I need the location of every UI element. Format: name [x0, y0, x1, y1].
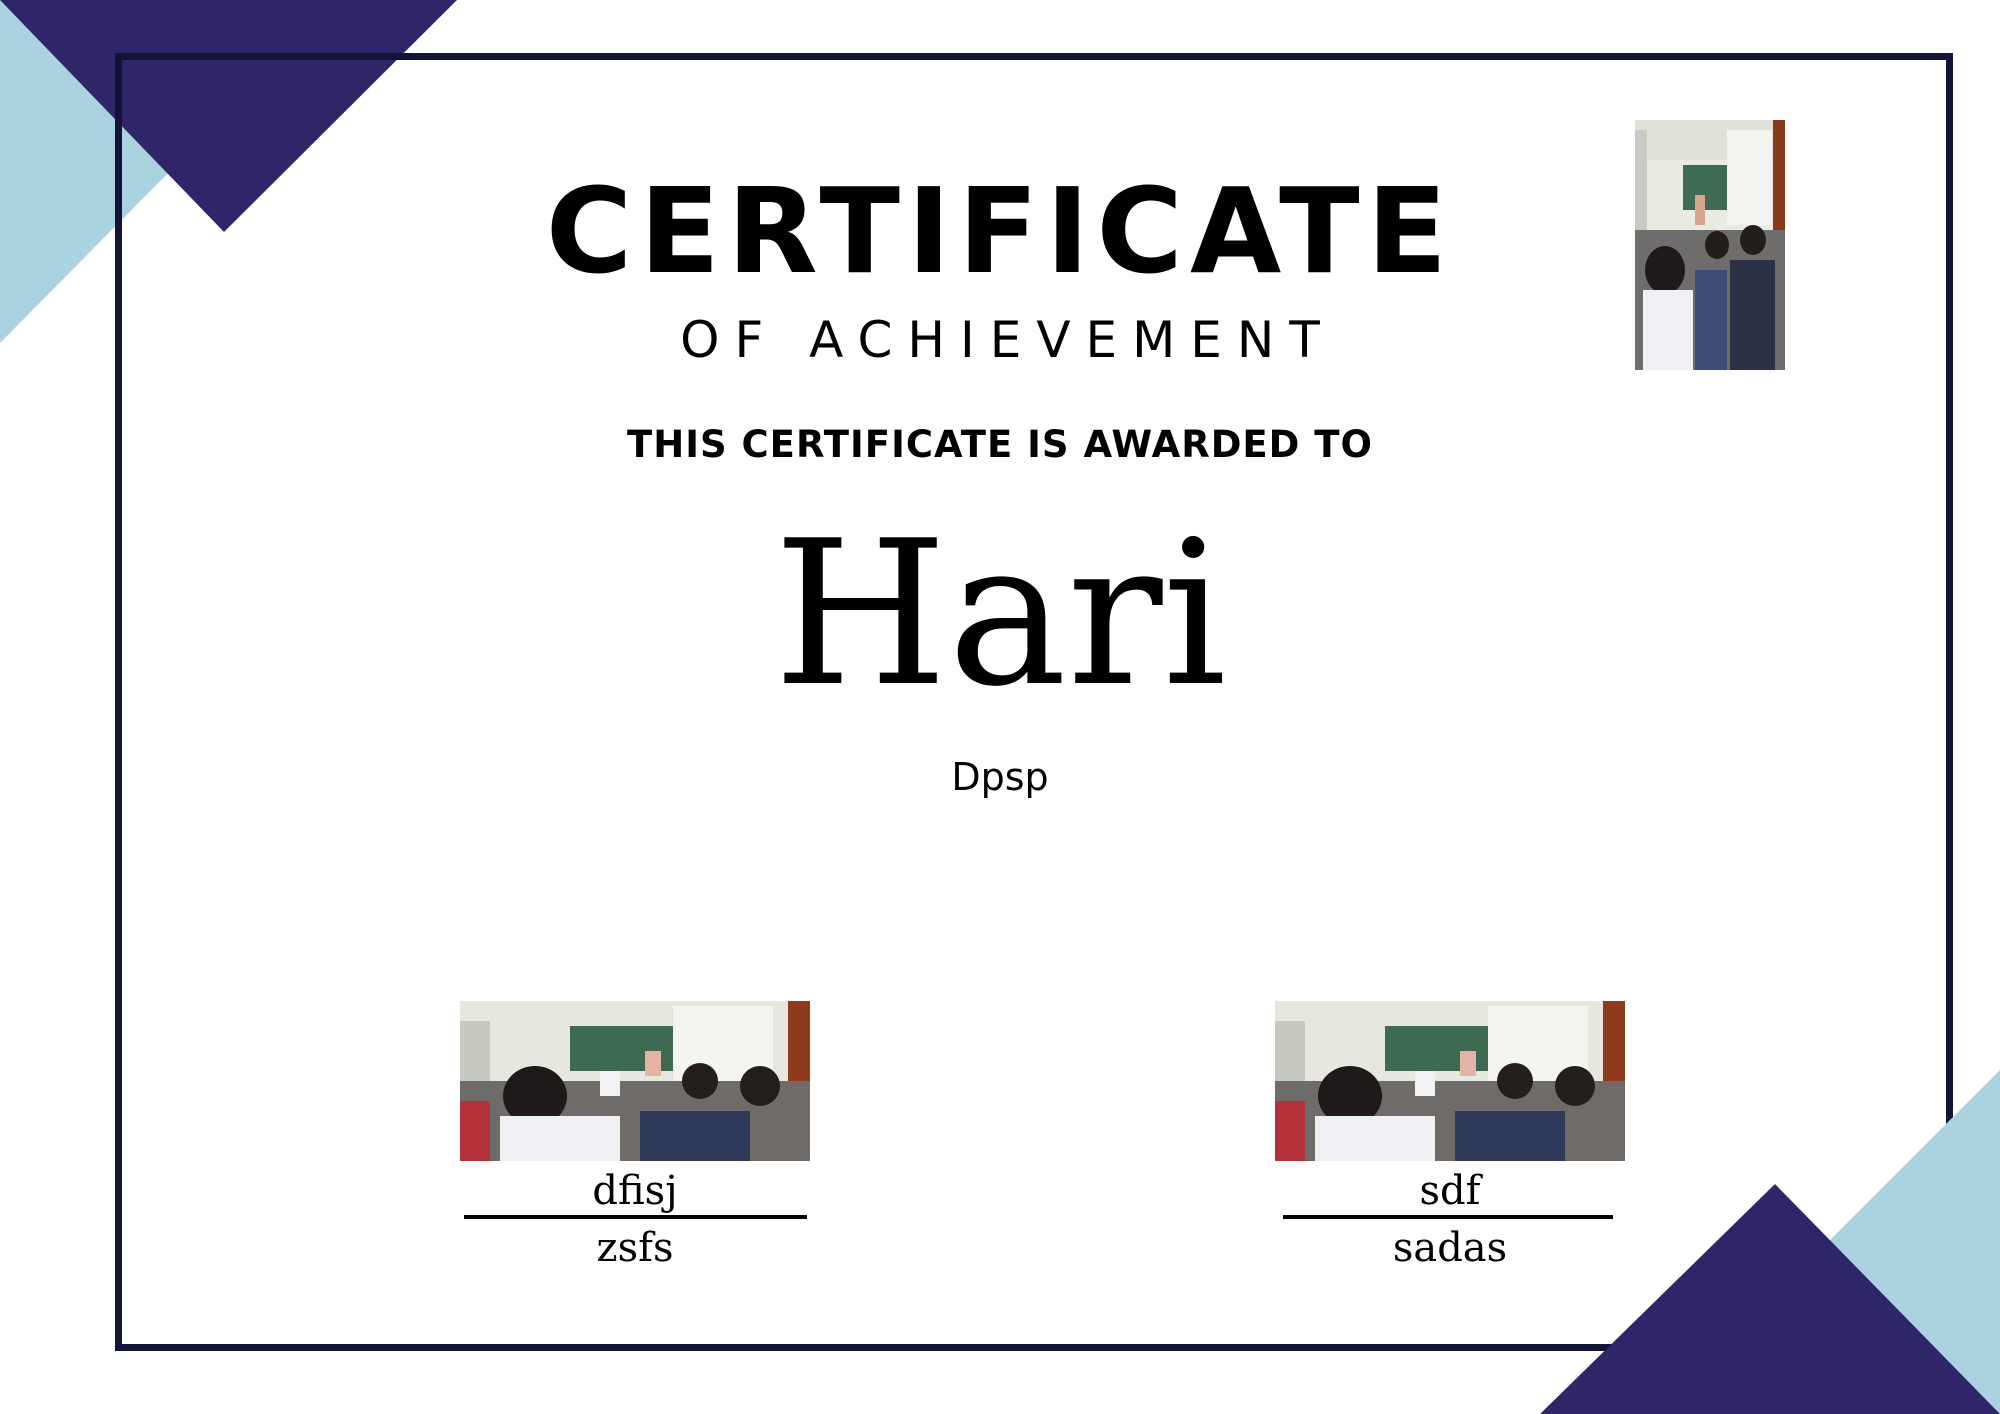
signatory-designation-left: zsfs [596, 1225, 674, 1271]
signature-photo-right [1275, 1001, 1625, 1161]
signature-line-right [1283, 1215, 1613, 1219]
signature-photo-left [460, 1001, 810, 1161]
signatory-name-left: dfisj [592, 1168, 678, 1214]
certificate-title: CERTIFICATE [545, 162, 1455, 300]
signatory-name-right: sdf [1419, 1168, 1481, 1214]
signatory-designation-right: sadas [1392, 1225, 1508, 1271]
recipient-name: Hari [773, 498, 1227, 731]
awarded-to-text: THIS CERTIFICATE IS AWARDED TO [627, 423, 1373, 466]
signature-line-left [464, 1215, 807, 1219]
certificate-subtitle: OF ACHIEVEMENT [680, 311, 1335, 369]
organization-name: Dpsp [951, 755, 1049, 799]
